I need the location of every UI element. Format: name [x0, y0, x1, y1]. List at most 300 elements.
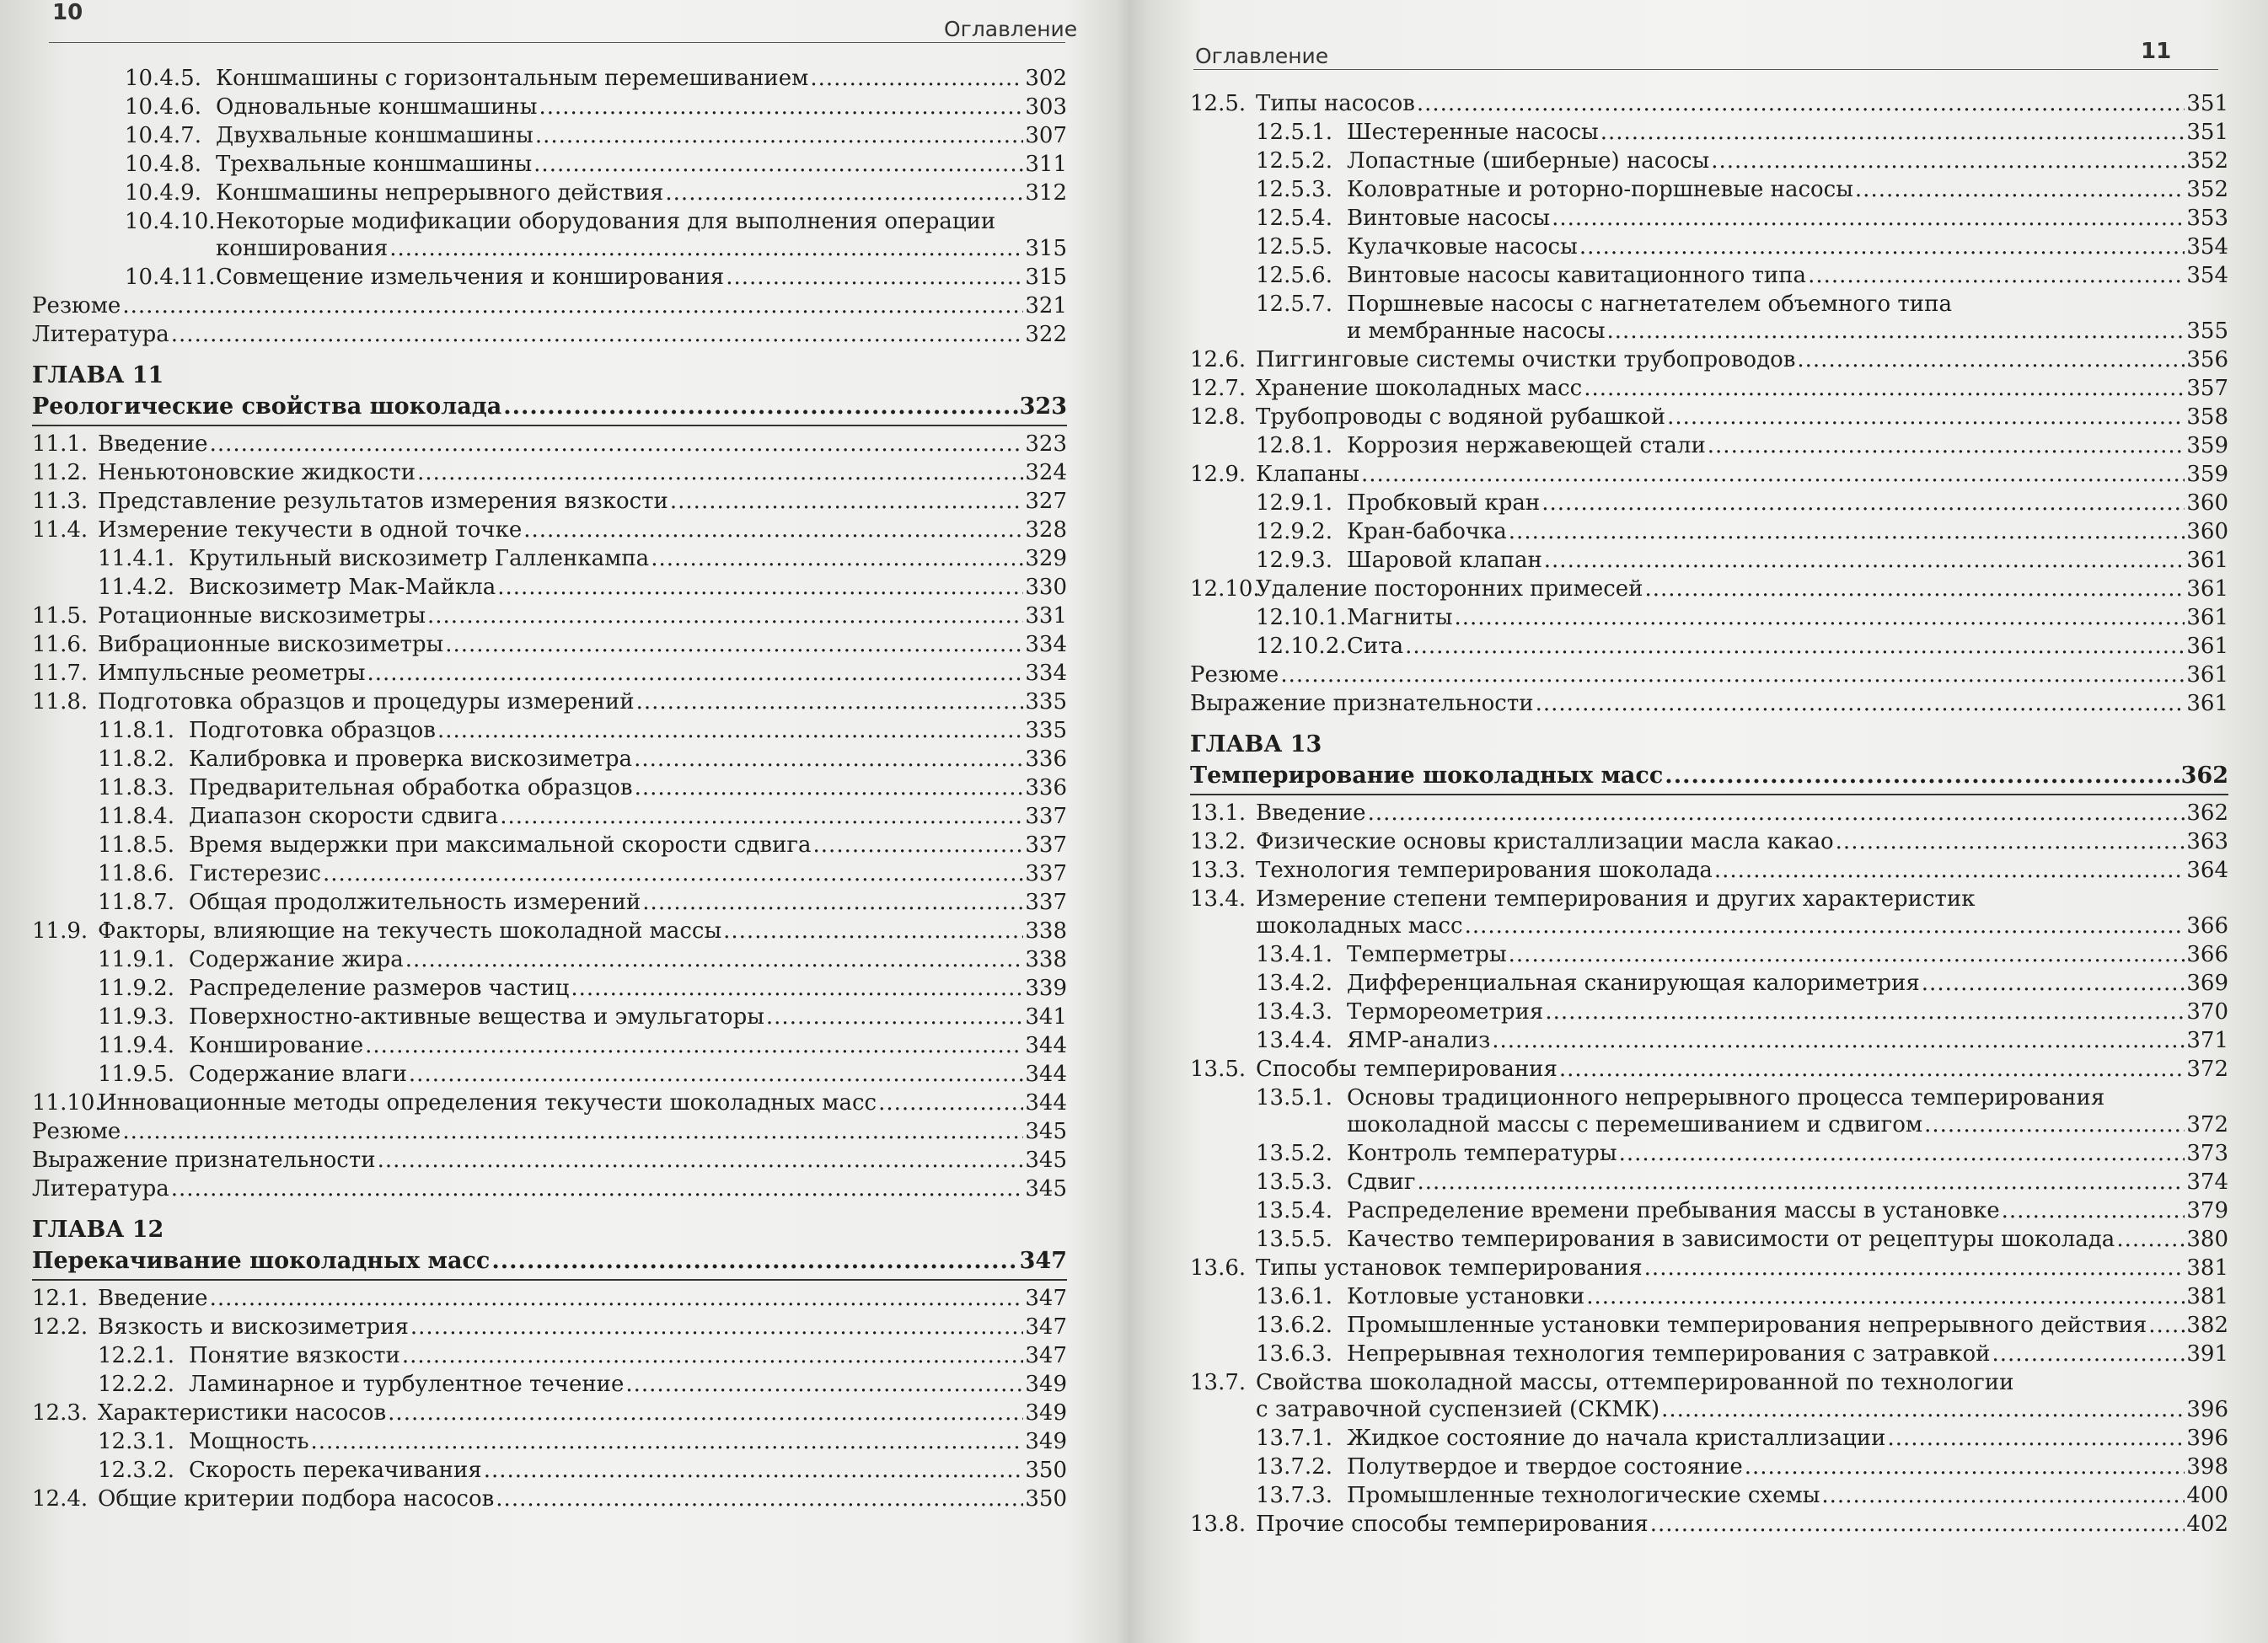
entry-title: Факторы, влияющие на текучесть шоколадной массы [98, 918, 722, 944]
entry-number: 11.6. [32, 632, 88, 657]
entry-number: 12.5.7. [1256, 292, 1332, 317]
entry-page: 344 [1025, 1062, 1067, 1087]
toc-entry [32, 150, 1067, 179]
entry-page: 322 [1025, 322, 1067, 347]
toc-entry [1190, 799, 2228, 827]
entry-title: Коншмашины с горизонтальным перемешиванием [216, 66, 809, 91]
entry-title: Магниты [1347, 605, 1453, 630]
entry-title: Промышленные установки темперирования непрерывного действия [1347, 1313, 2147, 1338]
entry-page: 311 [1025, 152, 1067, 177]
entry-number: 11.9.1. [98, 947, 174, 972]
dot-leader [409, 1060, 1023, 1089]
dot-leader [410, 1313, 1023, 1341]
entry-number: 10.4.8. [125, 152, 201, 177]
toc-entry-continuation [1190, 1110, 2228, 1139]
entry-title: Прочие способы темперирования [1256, 1512, 1649, 1537]
dot-leader [2116, 1225, 2185, 1254]
entry-number: 12.3. [32, 1400, 88, 1426]
entry-page: 361 [2186, 691, 2228, 716]
toc-entry [32, 630, 1067, 659]
entry-title-cont: шоколадных масс [1256, 913, 1463, 939]
entry-page: 366 [2186, 913, 2228, 939]
entry-page: 402 [2186, 1512, 2228, 1537]
chapter-title-text: Реологические свойства шоколада [32, 393, 502, 420]
entry-page: 354 [2186, 263, 2228, 288]
dot-leader [122, 1117, 1023, 1146]
entry-title: Шаровой клапан [1347, 548, 1542, 573]
entry-page: 354 [2186, 234, 2228, 260]
dot-leader [503, 391, 1017, 423]
entry-title: Полутвердое и твердое состояние [1347, 1454, 1743, 1480]
entry-number: 11.10. [32, 1090, 102, 1116]
toc-entry [1190, 1196, 2228, 1225]
dot-leader [1559, 1055, 2185, 1084]
chapter-page: 323 [1019, 393, 1067, 420]
entry-title: Общая продолжительность измерений [189, 890, 641, 915]
entry-page: 352 [2186, 148, 2228, 174]
toc-entry [32, 688, 1067, 716]
dot-leader [642, 888, 1023, 917]
entry-number: 13.6.1. [1256, 1284, 1332, 1309]
toc-entry [32, 179, 1067, 207]
entry-number: 13.4.2. [1256, 971, 1332, 996]
entry-page: 361 [2186, 576, 2228, 602]
entry-number: 13.5.3. [1256, 1169, 1332, 1195]
toc-entry [32, 1399, 1067, 1427]
entry-page: 336 [1025, 775, 1067, 800]
dot-leader [389, 234, 1023, 263]
entry-number: 11.8. [32, 689, 88, 714]
dot-leader [2002, 1196, 2185, 1225]
entry-page: 337 [1025, 861, 1067, 886]
entry-number: 12.5.4. [1256, 206, 1332, 231]
toc-entry [32, 659, 1067, 688]
entry-number: 12.10.2. [1256, 634, 1347, 659]
entry-number: 13.6. [1190, 1255, 1247, 1281]
entry-page: 361 [2186, 605, 2228, 630]
dot-leader [651, 544, 1023, 573]
entry-number: 10.4.10. [125, 209, 216, 234]
chapter-rule [32, 425, 1067, 426]
entry-number: 11.3. [32, 489, 88, 514]
toc-entry [32, 544, 1067, 573]
entry-page: 345 [1025, 1119, 1067, 1144]
toc-entry [32, 716, 1067, 745]
entry-title: Вибрационные вискозиметры [98, 632, 444, 657]
dot-leader [122, 292, 1023, 320]
entry-title: Конширование [189, 1033, 364, 1058]
entry-page: 366 [2186, 942, 2228, 967]
dot-leader [813, 831, 1024, 859]
toc-entry [1190, 1055, 2228, 1084]
dot-leader [2148, 1311, 2185, 1340]
entry-title: Пробковый кран [1347, 490, 1541, 516]
toc-entry [32, 773, 1067, 802]
entry-page: 336 [1025, 747, 1067, 772]
entry-page: 381 [2186, 1284, 2228, 1309]
dot-leader [1509, 517, 2185, 546]
toc-entry [32, 917, 1067, 945]
toc-entry [1190, 89, 2228, 118]
dot-leader [1708, 431, 2185, 460]
toc-entry [32, 263, 1067, 292]
entry-page: 349 [1025, 1429, 1067, 1454]
entry-number: 11.7. [32, 661, 88, 686]
toc-entry [32, 93, 1067, 121]
entry-title: Содержание влаги [189, 1062, 407, 1087]
entry-number: 12.10.1. [1256, 605, 1347, 630]
entry-title: ЯМР-анализ [1347, 1028, 1491, 1053]
entry-page: 349 [1025, 1400, 1067, 1426]
toc-entry [1190, 118, 2228, 147]
entry-title: Типы насосов [1256, 91, 1415, 116]
entry-number: 13.3. [1190, 858, 1247, 883]
entry-title: Темперметры [1347, 942, 1507, 967]
entry-title: Введение [98, 1286, 208, 1311]
toc-entry [32, 1456, 1067, 1485]
dot-leader [365, 1031, 1023, 1060]
chapter-title [32, 391, 1067, 423]
entry-page: 335 [1025, 689, 1067, 714]
left-page [0, 0, 1109, 1643]
dot-leader [1665, 760, 2179, 792]
entry-number: 12.9.3. [1256, 548, 1332, 573]
dot-leader [1541, 489, 2185, 517]
toc-entry [32, 121, 1067, 150]
toc-entry [32, 1341, 1067, 1370]
entry-number: 13.4. [1190, 886, 1247, 912]
toc-entry-continuation [1190, 317, 2228, 345]
entry-page: 363 [2186, 829, 2228, 854]
entry-title: Вязкость и вискозиметрия [98, 1314, 409, 1340]
entry-number: 11.2. [32, 460, 88, 485]
dot-leader [402, 1341, 1024, 1370]
entry-page: 302 [1025, 66, 1067, 91]
dot-leader [323, 859, 1023, 888]
entry-number: 13.6.3. [1256, 1341, 1332, 1367]
entry-page: 324 [1025, 460, 1067, 485]
toc-entry [1190, 517, 2228, 546]
dot-leader [1661, 1395, 2185, 1424]
entry-page: 323 [1025, 431, 1067, 457]
entry-number: 13.4.4. [1256, 1028, 1332, 1053]
toc-entry-continuation [32, 234, 1067, 263]
toc-entry [32, 859, 1067, 888]
toc-entry [1190, 546, 2228, 575]
entry-page: 337 [1025, 832, 1067, 858]
entry-page: 351 [2186, 91, 2228, 116]
dot-leader [1280, 661, 2185, 689]
entry-page: 337 [1025, 890, 1067, 915]
entry-number: 12.5.6. [1256, 263, 1332, 288]
entry-page: 334 [1025, 661, 1067, 686]
entry-page: 370 [2186, 999, 2228, 1025]
dot-leader [1714, 856, 2185, 885]
entry-title-cont: и мембранные насосы [1347, 318, 1606, 344]
entry-page: 331 [1025, 603, 1067, 629]
entry-title: Хранение шоколадных масс [1256, 376, 1583, 401]
entry-title: Ламинарное и турбулентное течение [189, 1372, 625, 1397]
entry-title: Жидкое состояние до начала кристаллизации [1347, 1426, 1886, 1451]
page-number: 11 [2141, 39, 2172, 64]
entry-number: 13.7.2. [1256, 1454, 1332, 1480]
entry-number: 12.5.3. [1256, 177, 1332, 202]
toc-entry [1190, 1481, 2228, 1510]
entry-title: Типы установок темперирования [1256, 1255, 1643, 1281]
entry-title: Содержание жира [189, 947, 404, 972]
dot-leader [210, 430, 1024, 458]
toc-entry [32, 320, 1067, 349]
entry-title: Резюме [32, 293, 121, 318]
entry-title: Термореометрия [1347, 999, 1544, 1025]
dot-leader [625, 1370, 1023, 1399]
entry-title: Подготовка образцов [189, 718, 436, 743]
entry-page: 382 [2186, 1313, 2228, 1338]
dot-leader [635, 773, 1024, 802]
entry-number: 13.7. [1190, 1370, 1247, 1395]
toc-entry [32, 1117, 1067, 1146]
toc-entry [32, 974, 1067, 1003]
entry-title: Коррозия нержавеющей стали [1347, 433, 1706, 458]
dot-leader [1887, 1424, 2185, 1453]
entry-title: Литература [32, 322, 169, 347]
entry-number: 11.9.5. [98, 1062, 174, 1087]
toc-entry [1190, 1282, 2228, 1311]
dot-leader [1600, 118, 2185, 147]
entry-page: 391 [2186, 1341, 2228, 1367]
entry-title: Контроль температуры [1347, 1141, 1617, 1166]
entry-number: 13.5. [1190, 1057, 1247, 1082]
dot-leader [1552, 204, 2185, 233]
entry-number: 13.4.1. [1256, 942, 1332, 967]
dot-leader [766, 1003, 1023, 1031]
entry-page: 356 [2186, 347, 2228, 372]
entry-number: 12.1. [32, 1286, 88, 1311]
toc-entry [1190, 147, 2228, 175]
entry-title: Мощность [189, 1429, 309, 1454]
entry-title: Непрерывная технология темперирования с затравкой [1347, 1341, 1991, 1367]
entry-title: Коловратные и роторно-поршневые насосы [1347, 177, 1853, 202]
entry-title: Скорость перекачивания [189, 1458, 482, 1483]
entry-page: 398 [2186, 1454, 2228, 1480]
toc-entry [1190, 1311, 2228, 1340]
dot-leader [405, 945, 1024, 974]
toc-entry [1190, 204, 2228, 233]
entry-title: Литература [32, 1176, 169, 1201]
entry-page: 379 [2186, 1198, 2228, 1223]
dot-leader [636, 688, 1024, 716]
toc-entry [1190, 1510, 2228, 1539]
toc-entry [1190, 460, 2228, 489]
entry-title: Измерение текучести в одной точке [98, 517, 523, 543]
dot-leader [171, 1175, 1024, 1203]
dot-leader [1361, 460, 2185, 489]
chapter-label: ГЛАВА 13 [1190, 731, 1322, 757]
entry-title: Выражение признательности [1190, 691, 1534, 716]
toc-entry [32, 1370, 1067, 1399]
entry-number: 12.5.5. [1256, 234, 1332, 260]
toc-entry [1190, 1084, 2228, 1112]
entry-page: 364 [2186, 858, 2228, 883]
entry-page: 349 [1025, 1372, 1067, 1397]
dot-leader [726, 263, 1023, 292]
entry-page: 374 [2186, 1169, 2228, 1195]
dot-leader [1855, 175, 2185, 204]
entry-number: 12.3.2. [98, 1458, 174, 1483]
toc-right [1190, 89, 2228, 1539]
entry-title: Основы традиционного непрерывного процесса темперирования [1347, 1085, 2105, 1110]
entry-page: 361 [2186, 634, 2228, 659]
dot-leader [1650, 1510, 2185, 1539]
entry-title: Время выдержки при максимальной скорости сдвига [189, 832, 812, 858]
entry-title: Понятие вязкости [189, 1343, 400, 1368]
entry-title: Предварительная обработка образцов [189, 775, 633, 800]
entry-number: 12.9. [1190, 462, 1247, 487]
dot-leader [1645, 575, 2185, 603]
entry-number: 11.8.1. [98, 718, 174, 743]
entry-title: Сдвиг [1347, 1169, 1416, 1195]
entry-title: Представление результатов измерения вязкости [98, 489, 668, 514]
dot-leader [1584, 374, 2185, 403]
entry-title: Кран-бабочка [1347, 519, 1507, 544]
dot-leader [491, 1245, 1017, 1277]
header-rule [1193, 69, 2218, 70]
entry-number: 13.2. [1190, 829, 1247, 854]
toc-entry-continuation [1190, 912, 2228, 940]
dot-leader [634, 745, 1023, 773]
dot-leader [378, 1146, 1024, 1175]
dot-leader [1992, 1340, 2185, 1368]
entry-title: Импульсные реометры [98, 661, 366, 686]
entry-title: Свойства шоколадной массы, оттемперированной по технологии [1256, 1370, 2014, 1395]
entry-page: 359 [2186, 462, 2228, 487]
toc-entry [1190, 290, 2228, 318]
dot-leader [1509, 940, 2185, 969]
entry-number: 11.5. [32, 603, 88, 629]
dot-leader [1586, 1282, 2185, 1311]
toc-entry [32, 430, 1067, 458]
toc-entry [1190, 1340, 2228, 1368]
dot-leader [1418, 1168, 2185, 1196]
entry-number: 12.2.1. [98, 1343, 174, 1368]
toc-entry [1190, 1453, 2228, 1481]
dot-leader [1492, 1026, 2185, 1055]
dot-leader [1607, 317, 2185, 345]
dot-leader [1667, 403, 2185, 431]
dot-leader [1465, 912, 2185, 940]
entry-number: 13.6.2. [1256, 1313, 1332, 1338]
entry-number: 11.8.2. [98, 747, 174, 772]
entry-page: 372 [2186, 1057, 2228, 1082]
toc-entry [1190, 431, 2228, 460]
entry-page: 312 [1025, 180, 1067, 206]
dot-leader [1417, 89, 2185, 118]
toc-entry [1190, 1368, 2228, 1397]
entry-title: Резюме [32, 1119, 121, 1144]
entry-page: 350 [1025, 1458, 1067, 1483]
dot-leader [1924, 1110, 2185, 1139]
entry-page: 315 [1025, 265, 1067, 290]
entry-number: 13.7.1. [1256, 1426, 1332, 1451]
dot-leader [1821, 1481, 2185, 1510]
toc-entry [32, 458, 1067, 487]
entry-title: Котловые установки [1347, 1284, 1585, 1309]
entry-title: Крутильный вискозиметр Галленкампа [189, 546, 650, 571]
entry-number: 11.4. [32, 517, 88, 543]
entry-title: Распределение размеров частиц [189, 976, 570, 1001]
entry-number: 12.10. [1190, 576, 1260, 602]
entry-title: Шестеренные насосы [1347, 120, 1599, 145]
entry-title: Измерение степени темперирования и других характеристик [1256, 886, 1976, 912]
toc-entry [1190, 689, 2228, 718]
entry-page: 327 [1025, 489, 1067, 514]
dot-leader [496, 1485, 1023, 1513]
entry-number: 11.9. [32, 918, 88, 944]
entry-title: Двухвальные коншмашины [216, 123, 533, 148]
entry-number: 12.5.1. [1256, 120, 1332, 145]
chapter-title [1190, 760, 2228, 792]
entry-number: 10.4.7. [125, 123, 201, 148]
toc-entry [32, 802, 1067, 831]
entry-page: 361 [2186, 548, 2228, 573]
entry-page: 358 [2186, 404, 2228, 430]
entry-title: Некоторые модификации оборудования для выполнения операции [216, 209, 996, 234]
dot-leader [539, 93, 1023, 121]
toc-entry [32, 292, 1067, 320]
entry-number: 11.8.5. [98, 832, 174, 858]
chapter-page: 347 [1019, 1248, 1067, 1274]
entry-number: 13.5.4. [1256, 1198, 1332, 1223]
entry-title: Способы темперирования [1256, 1057, 1558, 1082]
entry-page: 334 [1025, 632, 1067, 657]
entry-page: 347 [1025, 1343, 1067, 1368]
chapter-rule [1190, 794, 2228, 795]
dot-leader [1644, 1254, 2185, 1282]
entry-title: Совмещение измельчения и конширования [216, 265, 725, 290]
entry-number: 13.1. [1190, 800, 1247, 826]
chapter-label: ГЛАВА 11 [32, 362, 164, 388]
entry-page: 344 [1025, 1033, 1067, 1058]
entry-title-cont: конширования [216, 236, 389, 261]
entry-number: 12.2. [32, 1314, 88, 1340]
entry-page: 330 [1025, 575, 1067, 600]
toc-entry [1190, 1168, 2228, 1196]
chapter-label: ГЛАВА 12 [32, 1217, 164, 1243]
entry-number: 12.4. [32, 1486, 88, 1512]
entry-title: Винтовые насосы кавитационного типа [1347, 263, 1807, 288]
dot-leader [571, 974, 1023, 1003]
toc-entry [1190, 969, 2228, 998]
entry-title: Лопастные (шиберные) насосы [1347, 148, 1710, 174]
entry-page: 345 [1025, 1176, 1067, 1201]
chapter-title [32, 1245, 1067, 1277]
entry-title: Гистерезис [189, 861, 321, 886]
dot-leader [500, 802, 1023, 831]
toc-entry [32, 888, 1067, 917]
dot-leader [210, 1284, 1024, 1313]
dot-leader [311, 1427, 1024, 1456]
entry-number: 11.8.3. [98, 775, 174, 800]
entry-number: 12.9.2. [1256, 519, 1332, 544]
dot-leader [665, 179, 1023, 207]
entry-number: 12.8. [1190, 404, 1247, 430]
toc-entry [1190, 661, 2228, 689]
toc-entry [1190, 489, 2228, 517]
entry-title: Клапаны [1256, 462, 1359, 487]
entry-title: Поршневые насосы с нагнетателем объемного типа [1347, 292, 1952, 317]
entry-number: 13.4.3. [1256, 999, 1332, 1025]
entry-title: Пиггинговые системы очистки трубопроводов [1256, 347, 1796, 372]
